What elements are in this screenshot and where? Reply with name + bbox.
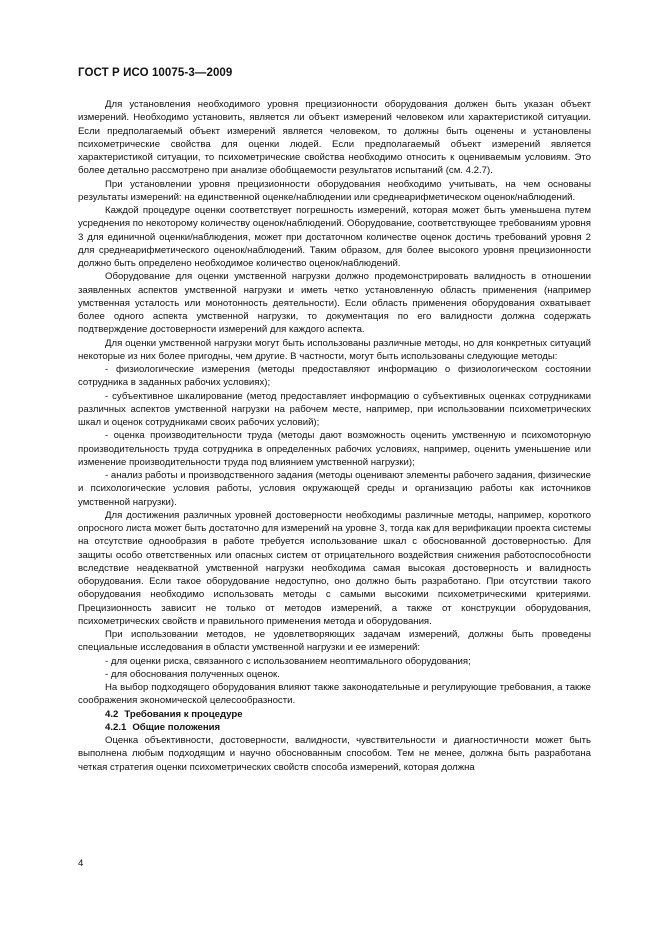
paragraph: Каждой процедуре оценки соответствует погрешность измерений, которая может быть уменьшена путем усреднения по некоторому количеству оценок/наблюдений. Оборудование, соответствующее требованиям уровня 3 для единичной оценки/наблюдения, может при достаточном количестве оценок достичь требований уровня 2 для среднеарифметического оценок/наблюдений. Таким образом, для более высокого уровня прецизионности должно быть определено необходимое количество оценок/наблюдений. (78, 205, 591, 269)
page-number: 4 (78, 858, 84, 869)
paragraph: Для установления необходимого уровня прецизионности оборудования должен быть указан объект измерений. Необходимо установить, является ли объект измерений человеком или характеристикой ситуации. Если предполагаемый объект измерений является человеком, то должны быть оценены и установлены психометрические свойства для оценки людей. Если предполагаемый объект измерений является характеристикой ситуации, то психометрические свойства необходимо относить к оцениваемым условиям. Это более детально рассмотрено при анализе обобщаемости результатов испытаний (см. 4.2.7). (78, 99, 591, 177)
page-body (78, 98, 591, 774)
subsection-number: 4.2.1 (105, 721, 127, 733)
section-title: Требования к процедуре (124, 708, 243, 720)
document-header: ГОСТ Р ИСО 10075-3—2009 (78, 67, 233, 79)
paragraph: При использовании методов, не удовлетворяющих задачам измерений, должны быть проведены специальные исследования в области умственной нагрузки и ее измерений: (78, 629, 591, 654)
paragraph: Оценка объективности, достоверности, валидности, чувствительности и диагностичности может быть выполнена любым подходящим и научно обоснованным способом. Тем не менее, должна быть разработана четкая стратегия оценки психометрических свойств способа измерений, которая должна (78, 735, 591, 773)
list-item: - анализ работы и производственного задания (методы оценивают элементы рабочего задания, физические и психологические условия работы, условия окружающей среды и организацию работы как источников умственной нагрузки). (78, 470, 591, 508)
subsection-heading (78, 721, 591, 734)
list-item: - для обоснования полученных оценок. (105, 668, 280, 680)
section-number: 4.2 (105, 708, 119, 720)
list-item: - для оценки риска, связанного с использованием неоптимального оборудования; (105, 655, 471, 667)
list-item: - оценка производительности труда (методы дают возможность оценить умственную и психомоторную производительность труда сотрудника в определенных рабочих условиях, например, оценить уменьшение или изменение производительности труда под влиянием умственной нагрузки); (78, 430, 591, 468)
paragraph: Оборудование для оценки умственной нагрузки должно продемонстрировать валидность в отношении заявленных аспектов умственной нагрузки и иметь четко установленную область применения (например умственная усталость или монотонность деятельности). Если область применения оборудования охватывает более одного аспекта умственной нагрузки, то документация по его валидности должна содержать подтверждение достоверности измерений для каждого аспекта. (78, 271, 591, 336)
paragraph: Для достижения различных уровней достоверности необходимы различные методы, например, короткого опросного листа может быть достаточно для измерений на уровне 3, тогда как для верификации проекта системы на отсутствие однообразия в работе требуется использование шкал с обоснованной достоверностью. Для защиты особо ответственных или опасных систем от отрицательного воздействия снижения работоспособности вследствие неадекватной умственной нагрузки необходима самая высокая достоверность и валидность оборудования. Если такое оборудование недоступно, оно должно быть разработано. При отсутствии такого оборудования необходимо использовать методы с самыми высокими психометрическими критериями. Прецизионность зависит не только от методов измерений, а также от конструкции оборудования, психометрических свойств и правильного применения метода и оборудования. (78, 509, 591, 627)
paragraph: При установлении уровня прецизионности оборудования необходимо учитывать, на чем основаны результаты измерений: на единственной оценке/наблюдении или среднеарифметическом оценок/наблюдений. (78, 178, 591, 203)
section-heading (78, 708, 591, 721)
list-item: - физиологические измерения (методы предоставляют информацию о физиологическом состоянии сотрудника в заданных рабочих условиях); (78, 364, 591, 389)
paragraph: Для оценки умственной нагрузки могут быть использованы различные методы, но для конкретных ситуаций некоторые из них более пригодны, чем другие. В частности, могут быть использованы следующие методы: (78, 337, 591, 362)
list-item: - субъективное шкалирование (метод предоставляет информацию о субъективных оценках сотрудниками различных аспектов умственной нагрузки на рабочем месте, например, при использовании психометрических шкал и оценок сотрудниками своих рабочих условий); (78, 390, 591, 428)
subsection-title: Общие положения (132, 721, 221, 733)
paragraph: На выбор подходящего оборудования влияют также законодательные и регулирующие требования, а также соображения экономической целесообразности. (78, 682, 591, 707)
